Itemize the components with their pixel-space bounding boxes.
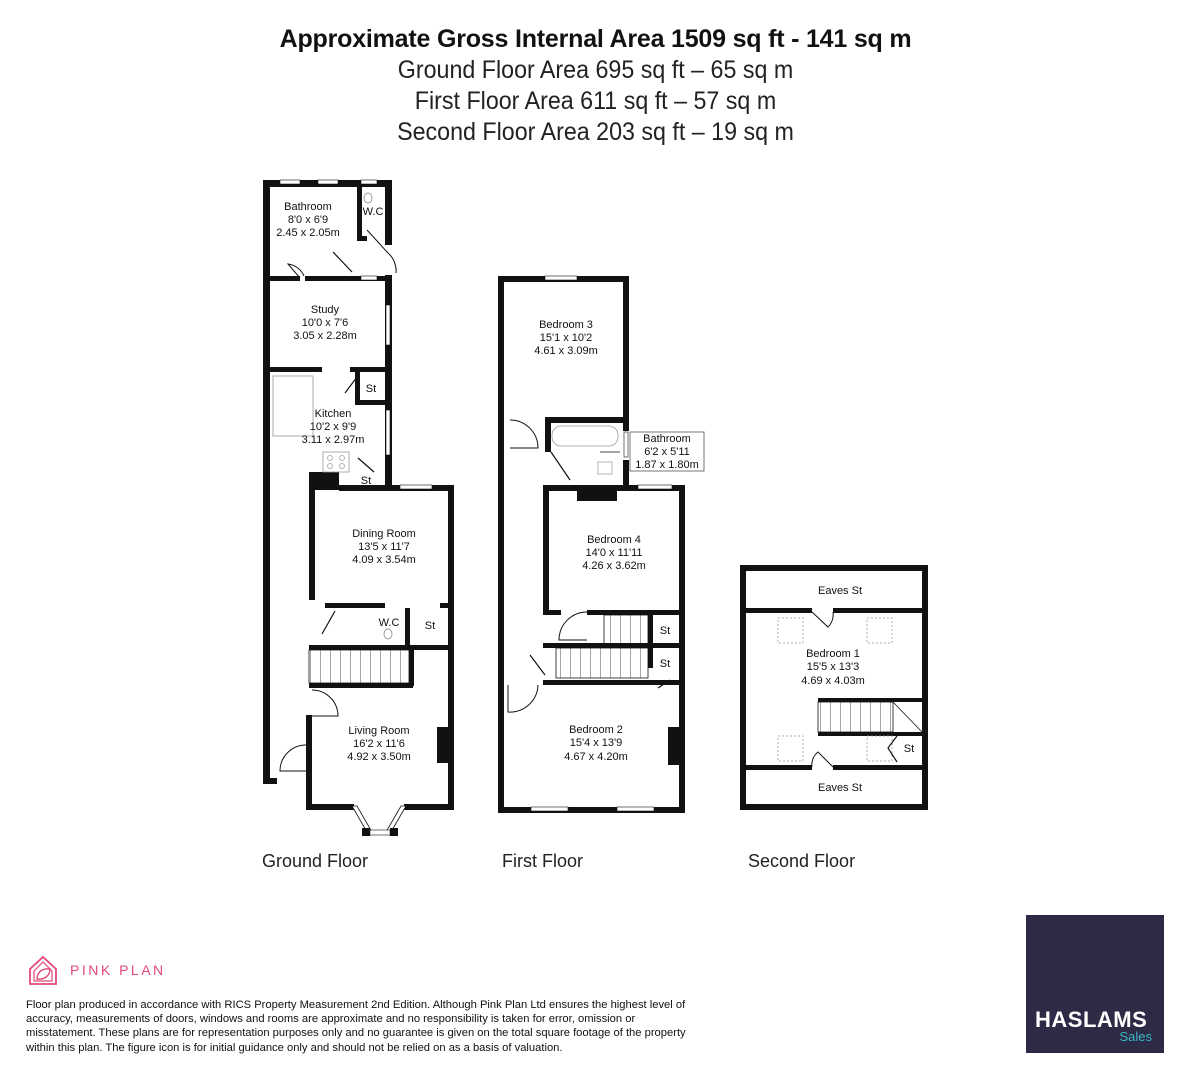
dims-living-metric: 4.92 x 3.50m (347, 751, 411, 763)
label-eaves-store-top: Eaves St (817, 585, 863, 597)
dims-study-imperial: 10'0 x 7'6 (301, 317, 349, 329)
label-eaves-store-bottom: Eaves St (817, 782, 863, 794)
dims-bathroom-ground-imperial: 8'0 x 6'9 (287, 214, 329, 226)
dims-living-imperial: 16'2 x 11'6 (353, 738, 405, 750)
gross-area-title: Approximate Gross Internal Area 1509 sq ft - 141 sq m (279, 25, 912, 53)
label-second-store: St (903, 743, 915, 755)
dims-kitchen-imperial: 10'2 x 9'9 (309, 421, 357, 433)
dims-dining-metric: 4.09 x 3.54m (352, 554, 416, 566)
second-floor-label: Second Floor (748, 851, 856, 871)
dims-dining-imperial: 13'5 x 11'7 (358, 541, 410, 553)
second-floor-area: Second Floor Area 203 sq ft – 19 sq m (397, 118, 794, 146)
label-bedroom-1: Bedroom 1 (806, 648, 860, 660)
dims-bathroom-first-imperial: 6'2 x 5'11 (644, 446, 690, 458)
label-bedroom-2: Bedroom 2 (569, 724, 623, 736)
label-bedroom-3: Bedroom 3 (539, 319, 593, 331)
dims-bedroom-4-imperial: 14'0 x 11'11 (585, 547, 643, 559)
disclaimer-text: Floor plan produced in accordance with RICS Property Measurement 2nd Edition. Although Pink Plan Ltd ensures the highest level of accuracy, measurements of doors, windows and rooms are approximate and no responsibility is taken for error, omission or misstatement. These plans are for representation purposes only and no guarantee is given on the total square footage of the property within this plan. The figure icon is for initial guidance only and should not be relied on as a basis of valuation. (26, 999, 686, 1054)
ground-floor-area: Ground Floor Area 695 sq ft – 65 sq m (397, 56, 794, 84)
label-kitchen: Kitchen (314, 408, 352, 420)
agent-sub: Sales (1119, 1029, 1152, 1044)
ground-floor-label: Ground Floor (262, 851, 369, 871)
dims-bedroom-4-metric: 4.26 x 3.62m (582, 560, 646, 572)
dims-bedroom-3-imperial: 15'1 x 10'2 (539, 332, 593, 344)
dims-bedroom-2-metric: 4.67 x 4.20m (564, 751, 628, 763)
label-dining-store: St (424, 620, 436, 632)
label-bathroom-ground: Bathroom (284, 201, 332, 213)
pink-plan-logo (26, 953, 166, 987)
dims-bathroom-first-metric: 1.87 x 1.80m (635, 459, 699, 471)
label-first-store-1: St (659, 625, 671, 637)
label-living-room: Living Room (348, 725, 410, 737)
second-floor-plan (740, 565, 928, 810)
pink-plan-brand: PINK PLAN (70, 962, 166, 978)
dims-bathroom-ground-metric: 2.45 x 2.05m (276, 227, 340, 239)
label-bathroom-first: Bathroom (643, 433, 691, 445)
dims-study-metric: 3.05 x 2.28m (293, 330, 357, 342)
first-floor-label: First Floor (502, 851, 583, 871)
dims-bedroom-1-imperial: 15'5 x 13'3 (806, 661, 860, 673)
label-wc-lower: W.C (378, 617, 400, 629)
label-kitchen-store-2: St (360, 475, 372, 487)
first-floor-area: First Floor Area 611 sq ft – 57 sq m (414, 87, 777, 115)
label-wc-upper: W.C (362, 206, 384, 218)
label-bedroom-4: Bedroom 4 (587, 534, 641, 546)
dims-kitchen-metric: 3.11 x 2.97m (301, 434, 365, 446)
dims-bedroom-2-imperial: 15'4 x 13'9 (569, 737, 623, 749)
haslams-logo (1026, 915, 1164, 1053)
dims-bedroom-3-metric: 4.61 x 3.09m (534, 345, 598, 357)
label-first-store-2: St (659, 658, 671, 670)
agent-name: HASLAMS (1035, 1007, 1148, 1032)
dims-bedroom-1-metric: 4.69 x 4.03m (801, 675, 865, 687)
label-kitchen-store: St (365, 383, 377, 395)
label-dining-room: Dining Room (352, 528, 416, 540)
house-leaf-icon (26, 953, 60, 987)
label-study: Study (310, 304, 340, 316)
